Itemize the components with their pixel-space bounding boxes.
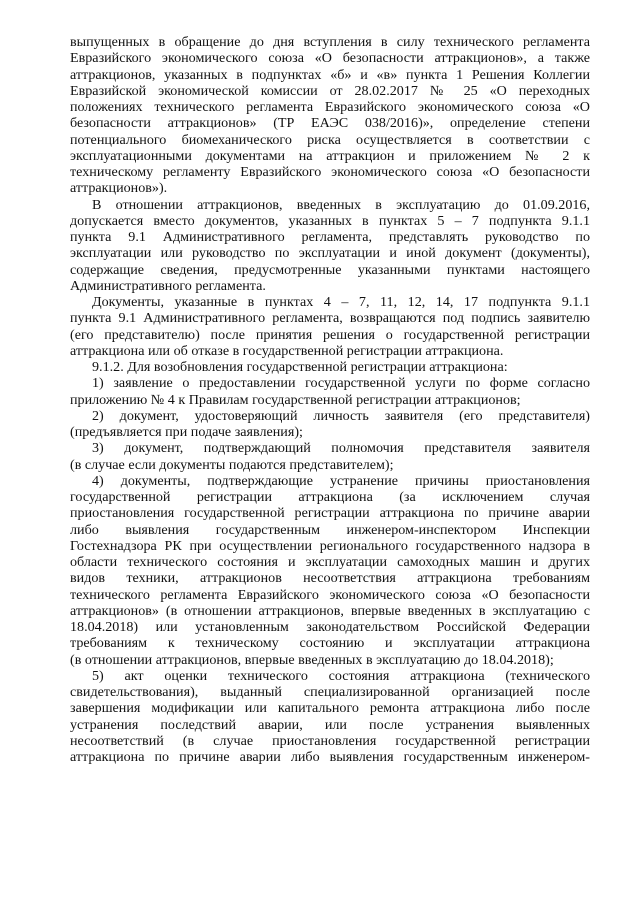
text-line: 4) документы, подтверждающие устранение причины приостановления xyxy=(92,472,590,489)
text-line: потенциального биомеханического риска осуществляется в соответствии с xyxy=(70,131,590,148)
text-line: аттракциона или об отказе в государственной регистрации аттракциона. xyxy=(70,342,504,359)
text-line: В отношении аттракционов, введенных в эксплуатацию до 01.09.2016, xyxy=(92,196,590,213)
text-line: техническому регламенту Евразийского экономического союза «О безопасности xyxy=(70,164,590,180)
text-line: (в случае если документы подаются представителем); xyxy=(70,456,394,473)
text-line: пункта 9.1 Административного регламента, представлять руководство по xyxy=(70,229,590,245)
text-line: содержащие сведения, предусмотренные указанными пунктами настоящего xyxy=(70,261,590,278)
text-line: 9.1.2. Для возобновления государственной регистрации аттракциона: xyxy=(92,359,508,375)
text-line: 5) акт оценки технического состояния аттракциона (технического xyxy=(92,667,590,684)
text-line: устранения последствий аварии, или после устранения выявленных xyxy=(70,716,590,733)
text-line: видов техники, аттракционов несоответствия аттракциона требованиям xyxy=(70,570,590,587)
text-line: 3) документ, подтверждающий полномочия представителя заявителя xyxy=(92,440,590,457)
text-line: несоответствий (в случае приостановления государственной регистрации xyxy=(70,732,590,749)
text-line: эксплуатационными документами на аттракцион и приложением № 2 к xyxy=(70,147,590,164)
text-line: выпущенных в обращение до дня вступления в силу технического регламента xyxy=(70,34,590,50)
text-line: (его представителю) после принятия решения о государственной регистрации xyxy=(70,326,590,343)
text-line: аттракционов» (в отношении аттракционов, впервые введенных в эксплуатацию с xyxy=(70,602,590,619)
text-line: аттракционов»). xyxy=(70,180,168,197)
document-page xyxy=(70,34,590,765)
text-line: Административного регламента. xyxy=(70,277,266,294)
text-line: положениях технического регламента Евразийского экономического союза «О xyxy=(70,99,590,115)
text-line: Евразийского экономического союза «О безопасности аттракционов», а также xyxy=(70,50,590,67)
text-line: Гостехнадзора РК при осуществлении регионального государственного надзора в xyxy=(70,537,590,554)
text-line: государственной регистрации аттракциона (за исключением случая xyxy=(70,489,590,505)
text-line: (предъявляется при подаче заявления); xyxy=(70,424,303,440)
text-line: аттракционов, указанных в подпунктах «б» и «в» пункта 1 Решения Коллегии xyxy=(70,66,590,83)
text-line: допускается вместо документов, указанных в пунктах 5 – 7 подпункта 9.1.1 xyxy=(70,212,590,229)
text-line: 2) документ, удостоверяющий личность заявителя (его представителя) xyxy=(92,407,590,424)
text-line: безопасности аттракционов» (ТР ЕАЭС 038/2016)», определение степени xyxy=(70,115,590,132)
text-line: требованиям к техническому состоянию и эксплуатации аттракциона xyxy=(70,635,590,652)
text-line: приостановления государственной регистрации аттракциона по причине аварии xyxy=(70,505,590,522)
text-line: эксплуатации или руководство по эксплуатации и иной документ (документы), xyxy=(70,245,590,262)
text-line: завершения модификации или капитального ремонта аттракциона либо после xyxy=(70,700,590,717)
text-line: технического регламента Евразийского экономического союза «О безопасности xyxy=(70,586,590,603)
text-line: приложению № 4 к Правилам государственной регистрации аттракционов; xyxy=(70,391,521,408)
text-line: аттракциона по причине аварии либо выявления государственным инженером- xyxy=(70,749,590,765)
text-line: Евразийской экономической комиссии от 28.02.2017 № 25 «О переходных xyxy=(70,82,590,99)
text-line: (в отношении аттракционов, впервые введенных в эксплуатацию до 18.04.2018); xyxy=(70,651,554,668)
text-line: 18.04.2018) или установленным законодательством Российской Федерации xyxy=(70,619,590,635)
text-line: Документы, указанные в пунктах 4 – 7, 11, 12, 14, 17 подпункта 9.1.1 xyxy=(92,294,590,310)
text-line: пункта 9.1 Административного регламента, возвращаются под подпись заявителю xyxy=(70,310,590,327)
text-line: либо выявления государственным инженером-инспектором Инспекции xyxy=(70,521,590,538)
text-line: области технического состояния и эксплуатации самоходных машин и других xyxy=(70,554,590,570)
text-line: свидетельствования), выданный специализированной организацией после xyxy=(70,684,590,700)
text-line: 1) заявление о предоставлении государственной услуги по форме согласно xyxy=(92,375,590,392)
